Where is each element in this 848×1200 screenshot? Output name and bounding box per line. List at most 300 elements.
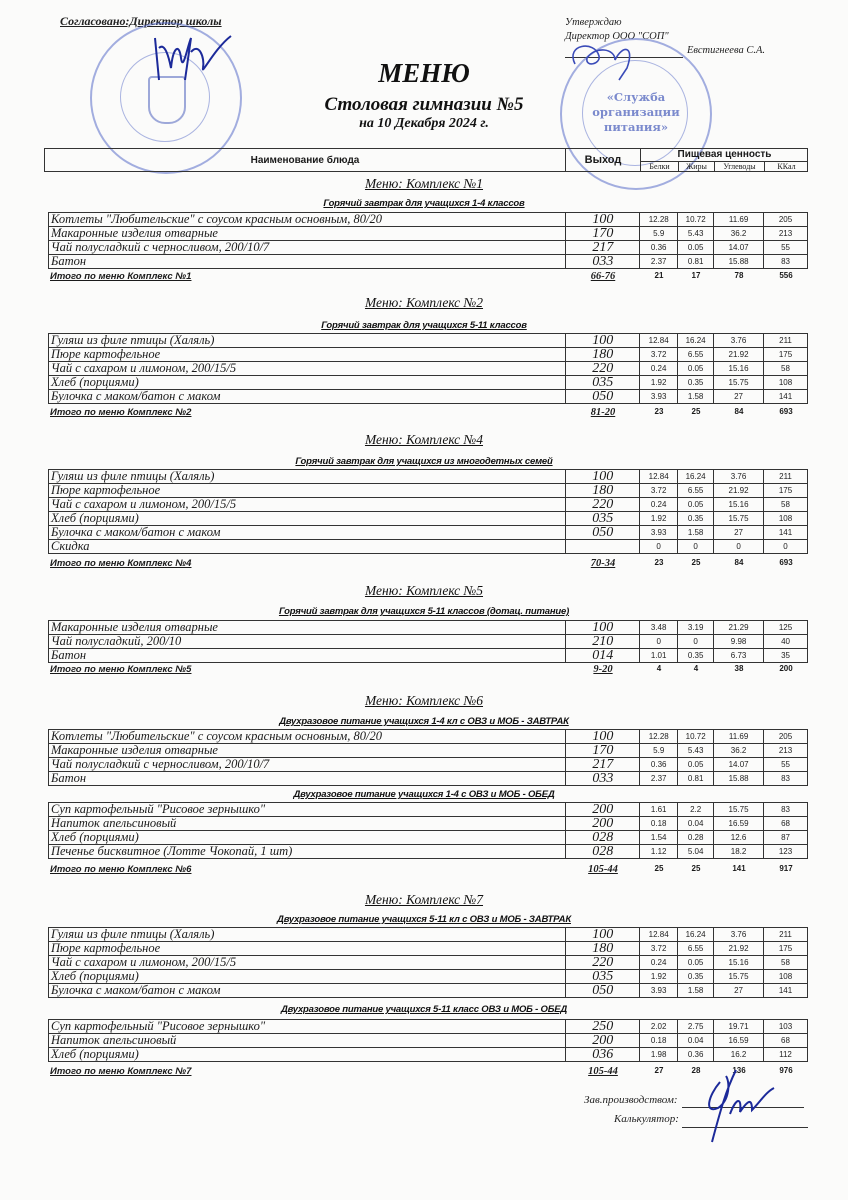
dish-fat: 1.58 [678,984,714,998]
section-title-complex-5: Меню: Комплекс №5 [364,583,484,598]
dish-fat: 5.43 [678,227,714,241]
production-head-label: Зав.производством: [584,1094,678,1106]
column-header-output: Выход [566,149,641,171]
total-label: Итого по меню Комплекс №7 [50,1066,192,1077]
dish-kcal: 141 [764,526,808,540]
dish-protein: 1.01 [640,649,678,663]
dish-name: Чай полусладкий с черносливом, 200/10/7 [49,241,566,255]
total-price: 81-20 [590,407,616,418]
total-protein: 23 [654,407,664,416]
group-title: Двухразовое питание учащихся 1-4 с ОВЗ и МОБ - ОБЕД [293,789,555,800]
dish-carbs: 3.76 [714,928,764,942]
approve-label: Утверждаю [565,17,622,28]
dish-name: Хлеб (порциями) [49,970,566,984]
dish-kcal: 175 [764,942,808,956]
production-signature-icon [690,1062,790,1148]
dish-name: Макаронные изделия отварные [49,744,566,758]
dish-kcal: 141 [764,390,808,404]
dish-output: 217 [566,758,640,772]
dish-name: Батон [49,772,566,786]
dish-name: Пюре картофельное [49,942,566,956]
column-header-fat: Жиры [679,161,715,172]
dish-fat: 1.58 [678,526,714,540]
dish-carbs: 15.16 [714,498,764,512]
dish-fat: 0.04 [678,817,714,831]
dish-carbs: 12.6 [714,831,764,845]
dish-protein: 12.84 [640,334,678,348]
dish-kcal: 58 [764,498,808,512]
total-carbs: 136 [732,1066,746,1075]
dish-protein: 12.84 [640,928,678,942]
total-label: Итого по меню Комплекс №5 [50,664,192,675]
dish-carbs: 15.88 [714,772,764,786]
total-price: 9-20 [593,664,613,675]
total-row-complex-5 [48,664,808,678]
dish-protein: 1.98 [640,1048,678,1062]
dish-output [566,540,640,554]
dish-fat: 0.35 [678,970,714,984]
dish-protein: 1.54 [640,831,678,845]
dish-output: 210 [566,635,640,649]
total-kcal: 917 [779,864,793,873]
dish-carbs: 9.98 [714,635,764,649]
table-row [49,831,808,845]
total-label: Итого по меню Комплекс №2 [50,407,192,418]
menu-table-complex-7-breakfast [48,927,808,998]
dish-output: 100 [566,470,640,484]
menu-table-complex-4 [48,469,808,554]
dish-carbs: 21.92 [714,484,764,498]
total-carbs: 84 [734,407,744,416]
section-title-complex-7: Меню: Комплекс №7 [364,892,484,907]
dish-carbs: 14.07 [714,758,764,772]
total-row-complex-1 [48,271,808,285]
dish-fat: 5.04 [678,845,714,859]
dish-protein: 0.24 [640,362,678,376]
table-row [49,744,808,758]
total-fat: 4 [693,664,699,673]
total-row-complex-2 [48,407,808,421]
dish-fat: 10.72 [678,213,714,227]
page-title: МЕНЮ [378,58,470,88]
dish-fat: 10.72 [678,730,714,744]
dish-protein: 3.93 [640,526,678,540]
dish-carbs: 36.2 [714,227,764,241]
column-header-row [44,148,808,172]
dish-name: Чай с сахаром и лимоном, 200/15/5 [49,956,566,970]
dish-protein: 12.28 [640,213,678,227]
dish-carbs: 3.76 [714,470,764,484]
table-row [49,649,808,663]
dish-fat: 0.35 [678,512,714,526]
dish-protein: 1.92 [640,512,678,526]
dish-carbs: 19.71 [714,1020,764,1034]
dish-carbs: 27 [714,984,764,998]
table-row [49,498,808,512]
dish-name: Чай полусладкий, 200/10 [49,635,566,649]
dish-protein: 2.37 [640,772,678,786]
dish-kcal: 211 [764,470,808,484]
total-fat: 28 [691,1066,701,1075]
dish-output: 220 [566,362,640,376]
dish-kcal: 0 [764,540,808,554]
dish-name: Напиток апельсиновый [49,1034,566,1048]
dish-protein: 0.24 [640,498,678,512]
dish-protein: 12.84 [640,470,678,484]
dish-carbs: 11.69 [714,213,764,227]
total-kcal: 976 [779,1066,793,1075]
dish-carbs: 15.75 [714,970,764,984]
dish-output: 028 [566,845,640,859]
dish-output: 036 [566,1048,640,1062]
table-row [49,1048,808,1062]
dish-fat: 0.36 [678,1048,714,1062]
dish-output: 100 [566,213,640,227]
total-protein: 27 [654,1066,664,1075]
total-price: 66-76 [590,271,616,282]
dish-kcal: 205 [764,213,808,227]
total-kcal: 200 [779,664,793,673]
dish-carbs: 27 [714,526,764,540]
dish-output: 100 [566,730,640,744]
dish-fat: 16.24 [678,470,714,484]
dish-fat: 0.05 [678,758,714,772]
dish-name: Пюре картофельное [49,348,566,362]
dish-fat: 0.81 [678,772,714,786]
dish-name: Макаронные изделия отварные [49,227,566,241]
dish-protein: 3.72 [640,484,678,498]
menu-table-complex-6-lunch [48,802,808,859]
dish-carbs: 14.07 [714,241,764,255]
group-title: Горячий завтрак для учащихся 5-11 классов (дотац. питание) [278,606,570,617]
dish-carbs: 15.88 [714,255,764,269]
director-name: Евстигнеева С.А. [687,45,765,56]
table-row [49,928,808,942]
dish-kcal: 205 [764,730,808,744]
table-row [49,390,808,404]
dish-fat: 6.55 [678,484,714,498]
dish-protein: 0.18 [640,1034,678,1048]
dish-carbs: 15.16 [714,956,764,970]
total-carbs: 141 [732,864,746,873]
dish-kcal: 125 [764,621,808,635]
dish-output: 200 [566,803,640,817]
table-row [49,470,808,484]
dish-output: 100 [566,928,640,942]
dish-carbs: 16.59 [714,817,764,831]
dish-protein: 3.93 [640,984,678,998]
dish-protein: 12.28 [640,730,678,744]
dish-protein: 2.37 [640,255,678,269]
dish-name: Батон [49,649,566,663]
dish-kcal: 103 [764,1020,808,1034]
section-title-complex-1: Меню: Комплекс №1 [364,176,484,191]
dish-protein: 2.02 [640,1020,678,1034]
dish-carbs: 0 [714,540,764,554]
dish-carbs: 15.75 [714,803,764,817]
table-row [49,845,808,859]
dish-kcal: 83 [764,255,808,269]
dish-protein: 3.72 [640,348,678,362]
dish-protein: 3.72 [640,942,678,956]
column-header-nutrition: Пищевая ценность [641,149,808,162]
dish-name: Котлеты "Любительские" с соусом красным основным, 80/20 [49,730,566,744]
dish-name: Гуляш из филе птицы (Халяль) [49,928,566,942]
dish-output: 050 [566,526,640,540]
dish-carbs: 18.2 [714,845,764,859]
dish-name: Батон [49,255,566,269]
group-title: Двухразовое питание учащихся 1-4 кл с ОВЗ и МОБ - ЗАВТРАК [279,716,569,727]
dish-carbs: 11.69 [714,730,764,744]
column-header-kcal: ККал [777,162,796,171]
dish-kcal: 68 [764,1034,808,1048]
dish-name: Суп картофельный "Рисовое зернышко" [49,803,566,817]
dish-name: Хлеб (порциями) [49,376,566,390]
table-row [49,758,808,772]
table-row [49,227,808,241]
dish-kcal: 83 [764,772,808,786]
table-row [49,730,808,744]
table-row [49,241,808,255]
table-row [49,1034,808,1048]
dish-protein: 1.92 [640,970,678,984]
dish-output: 033 [566,255,640,269]
dish-output: 180 [566,942,640,956]
dish-fat: 0.35 [678,649,714,663]
table-row [49,817,808,831]
table-row [49,376,808,390]
calculator-label: Калькулятор: [614,1113,679,1125]
dish-fat: 5.43 [678,744,714,758]
approved-by-director-label: Согласовано:Директор школы [60,14,222,28]
dish-name: Чай с сахаром и лимоном, 200/15/5 [49,362,566,376]
total-fat: 25 [691,558,701,567]
group-title: Двухразовое питание учащихся 5-11 кл с ОВЗ и МОБ - ЗАВТРАК [277,914,571,925]
dish-name: Булочка с маком/батон с маком [49,526,566,540]
dish-protein: 5.9 [640,227,678,241]
dish-output: 100 [566,621,640,635]
table-row [49,348,808,362]
table-row [49,621,808,635]
total-protein: 21 [654,271,664,280]
dish-name: Макаронные изделия отварные [49,621,566,635]
dish-output: 035 [566,970,640,984]
dish-protein: 0 [640,635,678,649]
dish-name: Гуляш из филе птицы (Халяль) [49,470,566,484]
dish-kcal: 83 [764,803,808,817]
dish-fat: 0.28 [678,831,714,845]
dish-kcal: 55 [764,758,808,772]
table-row [49,803,808,817]
total-fat: 25 [691,864,701,873]
dish-output: 100 [566,334,640,348]
menu-table-complex-2 [48,333,808,404]
dish-kcal: 141 [764,984,808,998]
dish-name: Скидка [49,540,566,554]
dish-fat: 0.35 [678,376,714,390]
dish-kcal: 108 [764,970,808,984]
dish-fat: 0.05 [678,956,714,970]
dish-kcal: 108 [764,376,808,390]
total-row-complex-6 [48,864,808,878]
section-title-complex-6: Меню: Комплекс №6 [364,693,484,708]
dish-carbs: 21.92 [714,942,764,956]
dish-output: 250 [566,1020,640,1034]
menu-table-complex-7-lunch [48,1019,808,1062]
dish-name: Гуляш из филе птицы (Халяль) [49,334,566,348]
group-title: Горячий завтрак для учащихся 1-4 классов [323,198,525,209]
dish-carbs: 36.2 [714,744,764,758]
dish-carbs: 15.16 [714,362,764,376]
dish-name: Чай полусладкий с черносливом, 200/10/7 [49,758,566,772]
total-label: Итого по меню Комплекс №1 [50,271,192,282]
section-title-complex-4: Меню: Комплекс №4 [364,432,484,447]
dish-output: 220 [566,956,640,970]
total-price: 105-44 [588,864,618,875]
total-protein: 4 [656,664,662,673]
dish-kcal: 112 [764,1048,808,1062]
dish-name: Хлеб (порциями) [49,831,566,845]
dish-fat: 0.05 [678,362,714,376]
dish-output: 050 [566,984,640,998]
dish-kcal: 58 [764,956,808,970]
dish-fat: 0.04 [678,1034,714,1048]
total-carbs: 78 [734,271,744,280]
menu-table-complex-6-breakfast [48,729,808,786]
dish-carbs: 16.2 [714,1048,764,1062]
director-company-label: Директор ООО "СОП" [565,31,669,42]
group-title: Двухразовое питание учащихся 5-11 класс ОВЗ и МОБ - ОБЕД [280,1004,568,1015]
total-fat: 25 [691,407,701,416]
dish-fat: 16.24 [678,334,714,348]
dish-name: Хлеб (порциями) [49,512,566,526]
dish-carbs: 27 [714,390,764,404]
dish-output: 050 [566,390,640,404]
total-fat: 17 [691,271,701,280]
total-price: 70-34 [590,558,616,569]
dish-carbs: 3.76 [714,334,764,348]
dish-protein: 0 [640,540,678,554]
dish-output: 200 [566,817,640,831]
dish-carbs: 6.73 [714,649,764,663]
column-header-name: Наименование блюда [45,149,566,171]
total-label: Итого по меню Комплекс №6 [50,864,192,875]
group-title: Горячий завтрак для учащихся 5-11 классов [321,320,527,331]
total-protein: 23 [654,558,664,567]
dish-name: Пюре картофельное [49,484,566,498]
dish-output: 180 [566,348,640,362]
table-row [49,772,808,786]
menu-date: на 10 Декабря 2024 г. [359,116,489,131]
section-title-complex-2: Меню: Комплекс №2 [364,295,484,310]
table-row [49,334,808,348]
dish-kcal: 40 [764,635,808,649]
table-row [49,526,808,540]
dish-kcal: 213 [764,227,808,241]
dish-protein: 3.93 [640,390,678,404]
table-row [49,213,808,227]
dish-fat: 0.81 [678,255,714,269]
dish-fat: 2.75 [678,1020,714,1034]
dish-output: 170 [566,227,640,241]
dish-protein: 0.24 [640,956,678,970]
dish-name: Хлеб (порциями) [49,1048,566,1062]
dish-kcal: 123 [764,845,808,859]
dish-protein: 1.12 [640,845,678,859]
dish-output: 217 [566,241,640,255]
total-price: 105-44 [588,1066,618,1077]
dish-output: 220 [566,498,640,512]
dish-output: 200 [566,1034,640,1048]
dish-protein: 3.48 [640,621,678,635]
dish-carbs: 21.29 [714,621,764,635]
dish-protein: 0.18 [640,817,678,831]
dish-fat: 0 [678,540,714,554]
table-row [49,942,808,956]
dish-name: Котлеты "Любительские" с соусом красным основным, 80/20 [49,213,566,227]
dish-fat: 0.05 [678,241,714,255]
dish-kcal: 58 [764,362,808,376]
menu-table-complex-1 [48,212,808,269]
canteen-name: Столовая гимназии №5 [324,94,524,115]
dish-name: Напиток апельсиновый [49,817,566,831]
table-row [49,484,808,498]
table-row [49,635,808,649]
dish-output: 014 [566,649,640,663]
table-row [49,362,808,376]
dish-kcal: 108 [764,512,808,526]
dish-kcal: 55 [764,241,808,255]
dish-fat: 1.58 [678,390,714,404]
dish-fat: 0.05 [678,498,714,512]
stamp-text: «Служба организации питания» [592,90,680,134]
dish-name: Печенье бисквитное (Лотте Чокопай, 1 шт) [49,845,566,859]
table-row [49,255,808,269]
total-kcal: 693 [779,558,793,567]
dish-output: 028 [566,831,640,845]
table-row [49,970,808,984]
total-carbs: 84 [734,558,744,567]
dish-output: 170 [566,744,640,758]
dish-output: 180 [566,484,640,498]
menu-table-complex-5 [48,620,808,663]
column-header-protein: Белки [641,161,679,172]
dish-kcal: 211 [764,334,808,348]
dish-name: Суп картофельный "Рисовое зернышко" [49,1020,566,1034]
total-row-complex-4 [48,558,808,572]
group-title: Горячий завтрак для учащихся из многодетных семей [295,456,553,467]
table-row [49,956,808,970]
dish-carbs: 15.75 [714,512,764,526]
dish-fat: 6.55 [678,348,714,362]
dish-kcal: 175 [764,348,808,362]
dish-kcal: 175 [764,484,808,498]
dish-name: Чай с сахаром и лимоном, 200/15/5 [49,498,566,512]
dish-carbs: 21.92 [714,348,764,362]
table-row [49,512,808,526]
dish-protein: 1.61 [640,803,678,817]
dish-name: Булочка с маком/батон с маком [49,984,566,998]
total-label: Итого по меню Комплекс №4 [50,558,192,569]
dish-name: Булочка с маком/батон с маком [49,390,566,404]
table-row [49,984,808,998]
dish-output: 033 [566,772,640,786]
column-header-carbs: Углеводы [715,161,765,172]
dish-protein: 0.36 [640,758,678,772]
dish-kcal: 211 [764,928,808,942]
table-row [49,1020,808,1034]
dish-kcal: 35 [764,649,808,663]
